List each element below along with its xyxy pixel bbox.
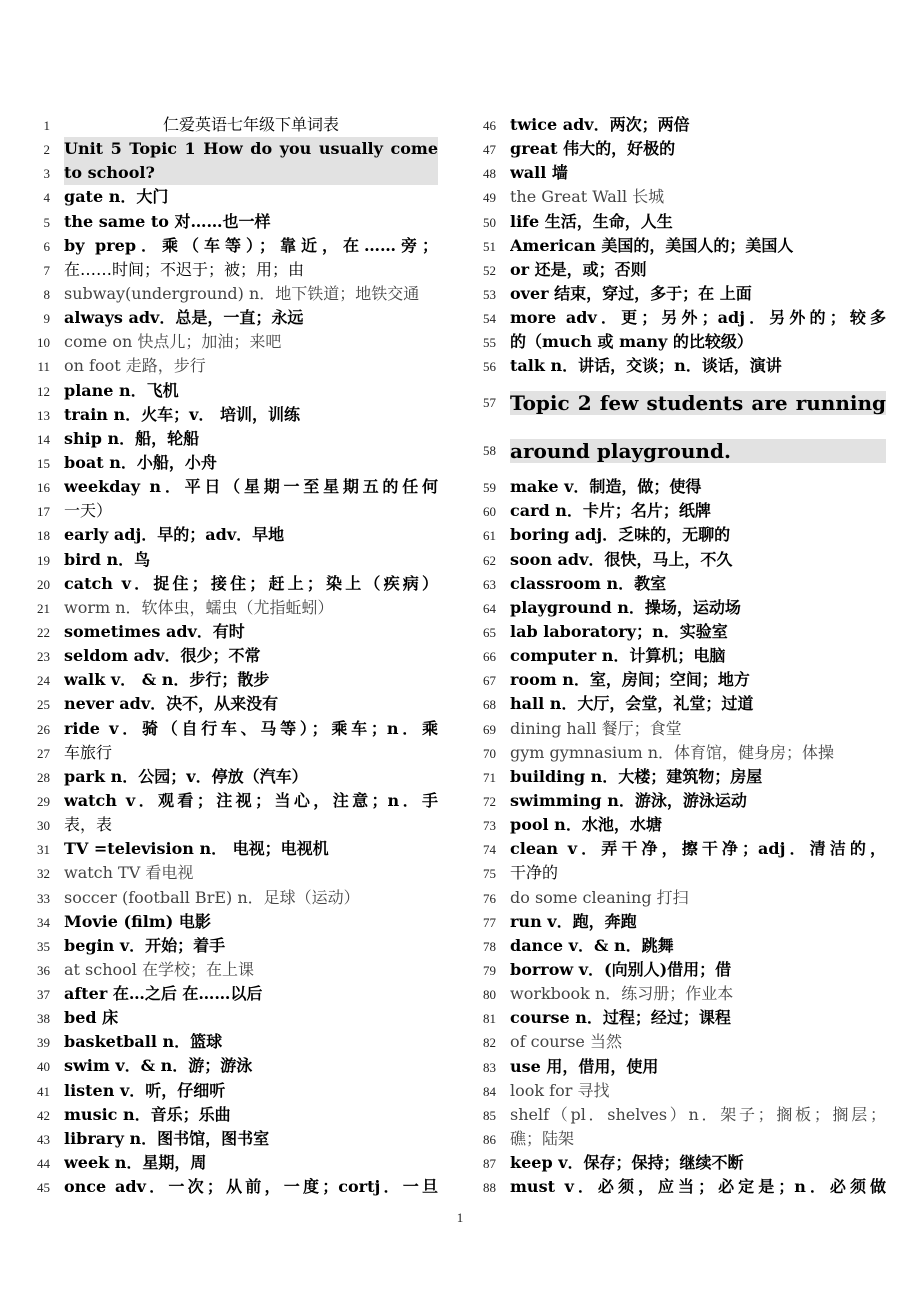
- word-entry: [30, 210, 438, 234]
- line-number: 74: [483, 842, 496, 858]
- word-entry: [30, 161, 438, 185]
- line-number: 11: [37, 359, 50, 375]
- line-number: 36: [37, 962, 50, 978]
- entry-text: dining hall 餐厅；食堂: [510, 718, 682, 738]
- word-entry: [476, 306, 886, 330]
- word-entry: [476, 958, 886, 982]
- line-number: 8: [43, 286, 50, 302]
- line-number: 75: [483, 866, 496, 882]
- line-number: 13: [37, 407, 50, 423]
- word-entry: [30, 403, 438, 427]
- word-entry: [476, 210, 886, 234]
- entry-text: once adv．一次；从前，一度；cortj．一旦: [64, 1177, 438, 1197]
- word-entry: [476, 113, 886, 137]
- word-entry: [30, 813, 438, 837]
- line-number: 1: [43, 118, 50, 133]
- word-entry: [30, 427, 438, 451]
- entry-text: plane n．飞机: [64, 380, 179, 400]
- entry-text: life 生活，生命，人生: [510, 211, 673, 231]
- left-column: [30, 113, 438, 1199]
- entry-text: wall 墙: [510, 163, 568, 183]
- entry-text: around playground.: [510, 439, 886, 463]
- line-number: 21: [37, 600, 50, 616]
- word-entry: [30, 1151, 438, 1175]
- entry-text: the same to 对……也一样: [64, 211, 271, 231]
- word-entry: [30, 861, 438, 885]
- entry-text: early adj．早的；adv．早地: [64, 525, 285, 545]
- word-entry: [476, 644, 886, 668]
- entry-text: 一天）: [64, 501, 113, 521]
- line-number: 19: [37, 552, 50, 568]
- entry-text: playground n．操场，运动场: [510, 597, 741, 617]
- line-number: 81: [483, 1011, 496, 1027]
- word-entry: [476, 1006, 886, 1030]
- line-number: 50: [483, 214, 496, 230]
- word-entry: [476, 548, 886, 572]
- entry-text: soccer (football BrE) n．足球（运动）: [64, 887, 360, 907]
- line-number: 26: [37, 721, 50, 737]
- word-entry: [476, 692, 886, 716]
- entry-text: 仁爱英语七年级下单词表: [162, 115, 339, 134]
- word-entry: [476, 1030, 886, 1054]
- line-number: 39: [37, 1035, 50, 1051]
- entry-text: the Great Wall 长城: [510, 187, 665, 207]
- entry-text: computer n．计算机；电脑: [510, 646, 726, 666]
- entry-text: 的（much 或 many 的比较级）: [510, 332, 753, 352]
- entry-text: never adv．决不，从来没有: [64, 694, 279, 714]
- entry-text: to school?: [64, 161, 438, 185]
- word-entry: [30, 1006, 438, 1030]
- line-number: 46: [483, 118, 496, 133]
- line-number: 66: [483, 649, 496, 665]
- word-entry: [30, 837, 438, 861]
- word-entry: [476, 282, 886, 306]
- line-number: 52: [483, 262, 496, 278]
- word-entry: [30, 306, 438, 330]
- word-entry: [476, 813, 886, 837]
- line-number: 15: [37, 455, 50, 471]
- entry-text: come on 快点儿；加油；来吧: [64, 332, 282, 352]
- word-entry: [30, 1127, 438, 1151]
- word-entry: [476, 741, 886, 765]
- line-number: 85: [483, 1107, 496, 1123]
- word-entry: [30, 1175, 438, 1199]
- entry-text: walk v． & n．步行；散步: [64, 670, 270, 690]
- word-entry: [30, 692, 438, 716]
- line-number: 65: [483, 624, 496, 640]
- line-number: 29: [37, 793, 50, 809]
- word-entry: [476, 1175, 886, 1199]
- entry-text: after 在…之后 在……以后: [64, 984, 263, 1004]
- entry-text: hall n．大厅，会堂，礼堂；过道: [510, 694, 754, 714]
- entry-text: park n．公园；v．停放（汽车）: [64, 766, 308, 786]
- word-entry: [476, 1079, 886, 1103]
- word-entry: [476, 620, 886, 644]
- line-number: 7: [43, 262, 50, 278]
- entry-text: Unit 5 Topic 1 How do you usually come: [64, 137, 438, 161]
- entry-text: sometimes adv．有时: [64, 621, 245, 641]
- entry-text: room n．室，房间；空间；地方: [510, 670, 750, 690]
- word-entry: [476, 1151, 886, 1175]
- entry-text: boat n．小船，小舟: [64, 452, 217, 472]
- entry-text: ride v．骑（自行车、马等）；乘车；n．乘: [64, 718, 438, 738]
- entry-text: course n．过程；经过；课程: [510, 1008, 731, 1028]
- entry-text: seldom adv．很少；不常: [64, 646, 261, 666]
- word-entry: [30, 548, 438, 572]
- entry-text: dance v．& n．跳舞: [510, 935, 674, 955]
- entry-text: classroom n．教室: [510, 573, 667, 593]
- entry-text: twice adv．两次；两倍: [510, 115, 690, 134]
- word-entry: [30, 741, 438, 765]
- line-number: 18: [37, 528, 50, 544]
- entry-text: do some cleaning 打扫: [510, 887, 689, 907]
- line-number: 87: [483, 1156, 496, 1172]
- word-entry: [30, 185, 438, 209]
- line-number: 49: [483, 190, 496, 206]
- word-entry: [476, 934, 886, 958]
- entry-text: always adv．总是，一直；永远: [64, 308, 304, 328]
- line-number: 63: [483, 576, 496, 592]
- word-entry: [476, 1055, 886, 1079]
- line-number: 60: [483, 504, 496, 520]
- word-entry: [30, 886, 438, 910]
- line-number: 73: [483, 818, 496, 834]
- word-entry: [476, 499, 886, 523]
- word-entry: [30, 354, 438, 378]
- word-entry: [476, 475, 886, 499]
- entry-text: basketball n．篮球: [64, 1032, 223, 1052]
- word-entry: [30, 1079, 438, 1103]
- line-number: 20: [37, 576, 50, 592]
- word-entry: [30, 234, 438, 258]
- entry-text: bird n．鸟: [64, 549, 151, 569]
- entry-text: great 伟大的，好极的: [510, 139, 676, 159]
- entry-text: lab laboratory；n．实验室: [510, 621, 728, 641]
- entry-text: must v．必须，应当；必定是；n．必须做: [510, 1177, 886, 1197]
- line-number: 44: [37, 1156, 50, 1172]
- word-entry: [30, 717, 438, 741]
- entry-text: 礁；陆架: [510, 1128, 575, 1148]
- entry-text: more adv．更；另外；adj．另外的；较多: [510, 308, 886, 328]
- line-number: 33: [37, 890, 50, 906]
- line-number: 41: [37, 1083, 50, 1099]
- line-number: 67: [483, 673, 496, 689]
- word-entry: [476, 258, 886, 282]
- entry-text: keep v．保存；保持；继续不断: [510, 1153, 744, 1173]
- word-entry: [476, 1127, 886, 1151]
- word-entry: [476, 234, 886, 258]
- line-number: 79: [483, 962, 496, 978]
- line-number: 40: [37, 1059, 50, 1075]
- word-entry: [476, 765, 886, 789]
- line-number: 47: [483, 142, 496, 158]
- line-number: 70: [483, 745, 496, 761]
- line-number: 3: [43, 166, 50, 182]
- line-number: 31: [37, 842, 50, 858]
- word-entry: [476, 379, 886, 427]
- word-entry: [476, 596, 886, 620]
- line-number: 57: [483, 394, 496, 410]
- word-entry: [30, 1030, 438, 1054]
- entry-text: over 结束，穿过，多于；在 上面: [510, 283, 752, 303]
- entry-text: watch v．观看；注视；当心，注意；n．手: [64, 790, 438, 810]
- word-entry: [476, 789, 886, 813]
- word-entry: [476, 161, 886, 185]
- line-number: 64: [483, 600, 496, 616]
- line-number: 72: [483, 793, 496, 809]
- entry-text: swim v．& n．游；游泳: [64, 1056, 253, 1076]
- entry-text: train n．火车；v． 培训，训练: [64, 404, 300, 424]
- line-number: 82: [483, 1035, 496, 1051]
- page-number: 1: [456, 1210, 464, 1225]
- line-number: 84: [483, 1083, 496, 1099]
- line-number: 80: [483, 987, 496, 1003]
- line-number: 30: [37, 818, 50, 834]
- word-entry: [476, 354, 886, 378]
- line-number: 51: [483, 238, 496, 254]
- word-entry: [476, 886, 886, 910]
- word-entry: [30, 499, 438, 523]
- entry-text: ship n．船，轮船: [64, 428, 200, 448]
- word-entry: [30, 572, 438, 596]
- entry-text: library n．图书馆，图书室: [64, 1128, 270, 1148]
- entry-text: workbook n．练习册；作业本: [510, 984, 734, 1004]
- word-entry: [30, 1054, 438, 1078]
- word-entry: [30, 475, 438, 499]
- line-number: 58: [483, 442, 496, 458]
- entry-text: weekday n．平日（星期一至星期五的任何: [64, 477, 438, 497]
- entry-text: by prep．乘（车等）；靠近，在……旁；: [64, 235, 438, 255]
- line-number: 88: [483, 1180, 496, 1196]
- line-number: 78: [483, 938, 496, 954]
- entry-text: catch v．捉住；接住；赶上；染上（疾病）: [64, 573, 438, 593]
- entry-text: at school 在学校；在上课: [64, 959, 255, 979]
- word-entry: [30, 789, 438, 813]
- entry-text: gate n．大门: [64, 187, 169, 207]
- word-entry: [30, 668, 438, 692]
- entry-text: shelf（pl．shelves）n．架子；搁板；搁层；: [510, 1104, 886, 1124]
- word-entry: [476, 837, 886, 861]
- entry-text: borrow v．(向别人)借用；借: [510, 959, 732, 979]
- line-number: 38: [37, 1011, 50, 1027]
- line-number: 4: [43, 190, 50, 206]
- entry-text: subway(underground) n．地下铁道；地铁交通: [64, 283, 420, 303]
- line-number: 34: [37, 914, 50, 930]
- entry-text: Movie (film) 电影: [64, 911, 211, 931]
- word-entry: [476, 572, 886, 596]
- word-entry: [30, 451, 438, 475]
- entry-text: swimming n．游泳，游泳运动: [510, 790, 747, 810]
- line-number: 32: [37, 866, 50, 882]
- line-number: 71: [483, 769, 496, 785]
- line-number: 83: [483, 1059, 496, 1075]
- line-number: 53: [483, 286, 496, 302]
- right-column: [476, 113, 886, 1199]
- word-entry: [30, 620, 438, 644]
- word-entry: [476, 910, 886, 934]
- line-number: 6: [43, 238, 50, 254]
- line-number: 42: [37, 1107, 50, 1123]
- entry-text: listen v．听，仔细听: [64, 1080, 226, 1100]
- word-entry: [476, 717, 886, 741]
- line-number: 12: [37, 383, 50, 399]
- line-number: 62: [483, 552, 496, 568]
- line-number: 68: [483, 697, 496, 713]
- line-number: 59: [483, 480, 496, 496]
- entry-text: talk n．讲话，交谈；n．谈话，演讲: [510, 356, 782, 376]
- line-number: 23: [37, 649, 50, 665]
- word-entry: [476, 1103, 886, 1127]
- word-entry: [30, 982, 438, 1006]
- line-number: 17: [37, 504, 50, 520]
- word-entry: [30, 644, 438, 668]
- entry-text: 在……时间；不迟于；被；用；由: [64, 259, 305, 279]
- word-entry: [476, 982, 886, 1006]
- word-entry: [476, 861, 886, 885]
- word-entry: [476, 427, 886, 475]
- word-entry: [30, 934, 438, 958]
- line-number: 10: [37, 335, 50, 351]
- word-entry: [476, 330, 886, 354]
- entry-text: soon adv．很快，马上，不久: [510, 549, 733, 569]
- entry-text: run v．跑，奔跑: [510, 911, 637, 931]
- word-entry: [30, 1103, 438, 1127]
- word-entry: [30, 379, 438, 403]
- entry-text: use 用，借用，使用: [510, 1056, 659, 1076]
- line-number: 22: [37, 624, 50, 640]
- word-entry: [30, 958, 438, 982]
- entry-text: building n．大楼；建筑物；房屋: [510, 766, 763, 786]
- line-number: 48: [483, 166, 496, 182]
- line-number: 54: [483, 311, 496, 327]
- line-number: 16: [37, 480, 50, 496]
- line-number: 56: [483, 359, 496, 375]
- line-number: 45: [37, 1180, 50, 1196]
- line-number: 9: [43, 311, 50, 327]
- line-number: 35: [37, 938, 50, 954]
- line-number: 25: [37, 697, 50, 713]
- line-number: 5: [43, 214, 50, 230]
- entry-text: clean v．弄干净，擦干净；adj．清洁的，: [510, 839, 886, 859]
- line-number: 76: [483, 890, 496, 906]
- line-number: 28: [37, 769, 50, 785]
- entry-text: or 还是，或；否则: [510, 259, 647, 279]
- entry-text: card n．卡片；名片；纸牌: [510, 501, 711, 521]
- word-entry: [30, 330, 438, 354]
- entry-text: week n．星期，周: [64, 1153, 207, 1173]
- word-entry: [476, 137, 886, 161]
- line-number: 27: [37, 745, 50, 761]
- line-number: 43: [37, 1131, 50, 1147]
- word-entry: [30, 765, 438, 789]
- word-entry: [30, 596, 438, 620]
- line-number: 86: [483, 1131, 496, 1147]
- entry-text: American 美国的，美国人的；美国人: [510, 235, 794, 255]
- word-entry: [30, 113, 438, 137]
- entry-text: TV =television n． 电视；电视机: [64, 839, 329, 859]
- entry-text: on foot 走路，步行: [64, 356, 206, 376]
- line-number: 61: [483, 528, 496, 544]
- entry-text: 表，表: [64, 815, 113, 835]
- entry-text: of course 当然: [510, 1032, 622, 1052]
- entry-text: watch TV 看电视: [64, 863, 194, 883]
- entry-text: make v．制造，做；使得: [510, 477, 702, 497]
- entry-text: worm n．软体虫，蠕虫（尤指蚯蚓）: [64, 597, 334, 617]
- word-entry: [476, 523, 886, 547]
- line-number: 2: [43, 142, 50, 158]
- entry-text: Topic 2 few students are running: [510, 390, 886, 415]
- word-entry: [30, 523, 438, 547]
- entry-text: 车旅行: [64, 742, 113, 762]
- word-entry: [30, 282, 438, 306]
- entry-text: music n．音乐；乐曲: [64, 1104, 231, 1124]
- word-entry: [476, 185, 886, 209]
- line-number: 24: [37, 673, 50, 689]
- entry-text: bed 床: [64, 1008, 119, 1028]
- entry-text: begin v．开始；着手: [64, 935, 226, 955]
- entry-text: pool n．水池，水塘: [510, 815, 662, 835]
- word-entry: [476, 668, 886, 692]
- word-entry: [30, 258, 438, 282]
- entry-text: 干净的: [510, 863, 559, 883]
- entry-text: gym gymnasium n．体育馆，健身房；体操: [510, 742, 835, 762]
- entry-text: look for 寻找: [510, 1080, 610, 1100]
- line-number: 69: [483, 721, 496, 737]
- line-number: 14: [37, 431, 50, 447]
- word-entry: [30, 910, 438, 934]
- entry-text: boring adj．乏味的，无聊的: [510, 525, 731, 545]
- word-entry: [30, 137, 438, 161]
- line-number: 37: [37, 987, 50, 1003]
- line-number: 77: [483, 914, 496, 930]
- line-number: 55: [483, 335, 496, 351]
